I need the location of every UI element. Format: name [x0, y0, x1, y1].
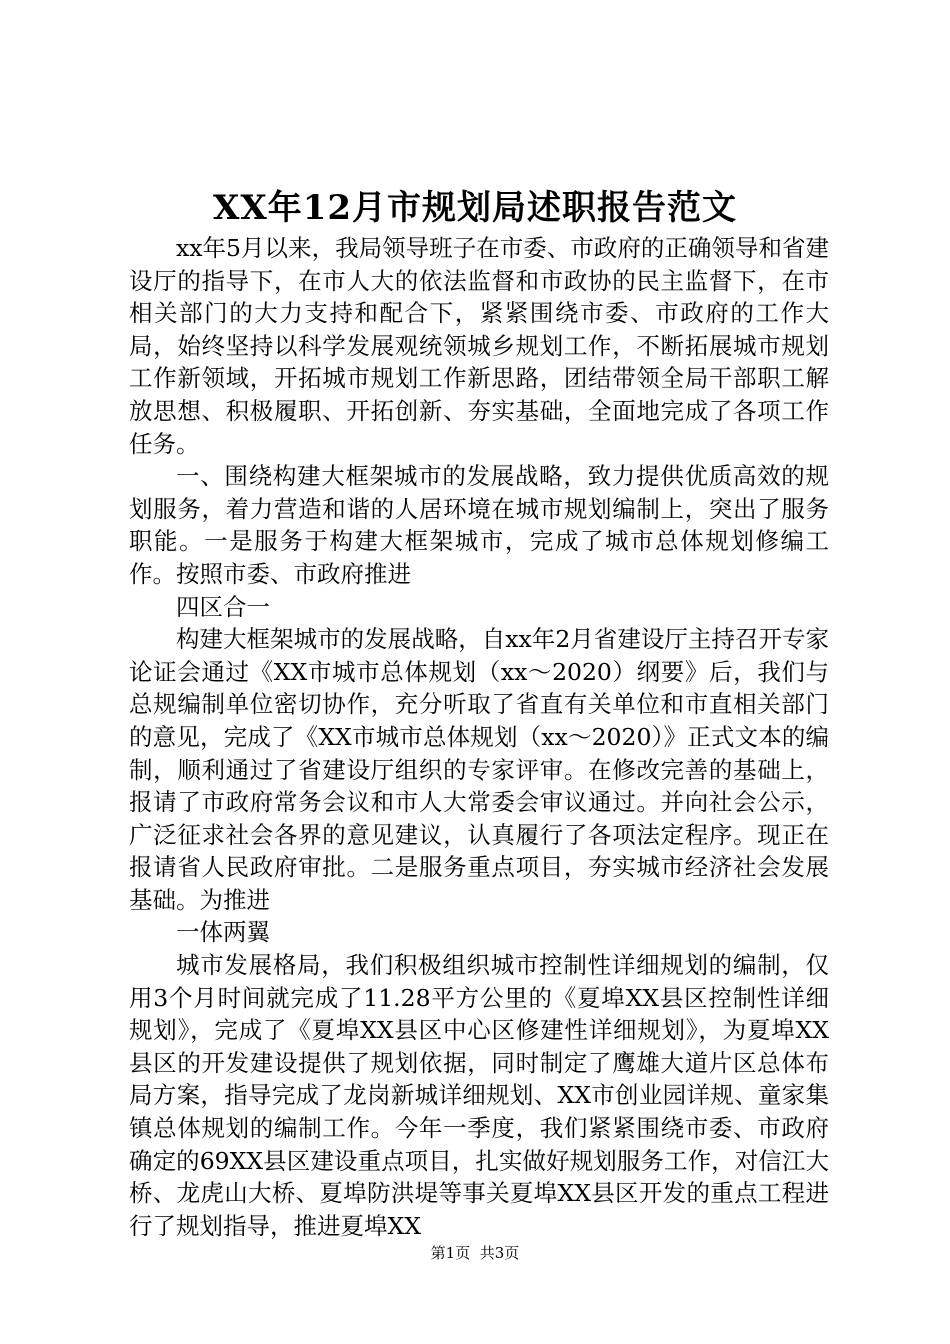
paragraph-heading-four-districts: 四区合一 — [176, 592, 270, 621]
paragraph-heading-one-body-two-wings: 一体两翼 — [176, 918, 270, 947]
paragraph-detailed-planning: 城市发展格局，我们积极组织城市控制性详细规划的编制，仅用3个月时间就完成了11.28平方公里的《夏埠XX县区控制性详细规划》，完成了《夏埠XX县区中心区修建性详细规划》，为夏埠XX县区的开发建设提供了规划依据，同时制定了鹰雄大道片区总体布局方案，指导完成了龙岗新城详细规划、XX市创业园详规、童家集镇总体规划的编制工作。今年一季度，我们紧紧围绕市委、市政府确定的69XX县区建设重点项目，扎实做好规划服务工作，对信江大桥、龙虎山大桥、夏埠防洪堤等事关夏埠XX县区开发的重点工程进行了规划指导，推进夏埠XX — [129, 951, 829, 1240]
page-footer — [0, 1242, 950, 1264]
document-body — [129, 232, 829, 1242]
page-number: 第1页 — [430, 1244, 471, 1262]
page-total: 共3页 — [479, 1244, 520, 1262]
footer-spacer — [470, 1244, 480, 1262]
document-title: XX年12月市规划局述职报告范文 — [212, 188, 738, 228]
paragraph-master-plan: 构建大框架城市的发展战略，自xx年2月省建设厅主持召开专家论证会通过《XX市城市总体规划（xx～2020）纲要》后，我们与总规编制单位密切协作，充分听取了省直有关单位和市直相关部门的意见，完成了《XX市城市总体规划（xx～2020）》正式文本的编制，顺利通过了省建设厅组织的专家评审。在修改完善的基础上，报请了市政府常务会议和市人大常委会审议通过。并向社会公示，广泛征求社会各界的意见建议，认真履行了各项法定程序。现正在报请省人民政府审批。二是服务重点项目，夯实城市经济社会发展基础。为推进 — [129, 625, 829, 914]
paragraph-intro: xx年5月以来，我局领导班子在市委、市政府的正确领导和省建设厅的指导下，在市人大的依法监督和市政协的民主监督下，在市相关部门的大力支持和配合下，紧紧围绕市委、市政府的工作大局，始终坚持以科学发展观统领城乡规划工作，不断拓展城市规划工作新领域，开拓城市规划工作新思路，团结带领全局干部职工解放思想、积极履职、开拓创新、夯实基础，全面地完成了各项工作任务。 — [129, 234, 829, 458]
paragraph-section-one: 一、围绕构建大框架城市的发展战略，致力提供优质高效的规划服务，着力营造和谐的人居环境在城市规划编制上，突出了服务职能。一是服务于构建大框架城市，完成了城市总体规划修编工作。按照市委、市政府推进 — [129, 462, 829, 588]
